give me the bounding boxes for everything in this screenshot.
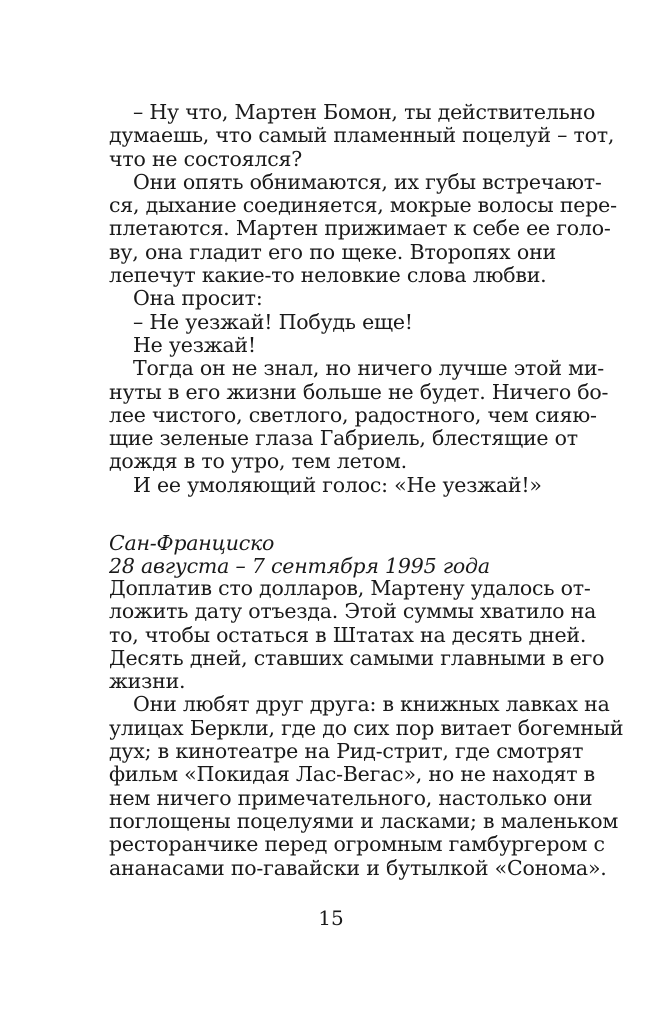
text-line: ложить дату отъезда. Этой суммы хватило на: [109, 599, 597, 624]
section-heading: [109, 532, 556, 579]
text-line: ресторанчике перед огромным гамбургером с: [109, 832, 605, 857]
text-line: – Ну что, Мартен Бомон, ты действительно: [133, 100, 596, 124]
text-line: Доплатив сто долларов, Мартену удалось от-: [109, 576, 591, 600]
text-line: Они любят друг друга: в книжных лавках на: [133, 692, 610, 717]
paragraph-block-san-francisco: [109, 576, 624, 880]
text-line: Тогда он не знал, но ничего лучше этой ми-: [133, 356, 605, 381]
text-line: улицах Беркли, где до сих пор витает богемный: [109, 715, 624, 740]
page-number: 15: [318, 906, 344, 930]
text-line: Они опять обнимаются, их губы встречают-: [133, 169, 602, 194]
text-line: ву, она гладит его по щеке. Второпях они: [109, 239, 556, 264]
text-line: фильм «Покидая Лас-Вегас», но не находят в: [109, 762, 596, 787]
text-line: Десять дней, ставших самыми главными в его: [109, 645, 605, 670]
text-line: щие зеленые глаза Габриель, блестящие от: [109, 426, 578, 451]
paragraph-block-dialogue: [109, 100, 617, 497]
text-line: Она просит:: [133, 286, 263, 311]
text-line: поглощены поцелуями и ласками; в маленьком: [109, 808, 619, 833]
heading-place: Сан-Франциско: [109, 531, 275, 555]
text-line: – Не уезжай! Побудь еще!: [133, 309, 413, 334]
text-line: думаешь, что самый пламенный поцелуй – тот,: [109, 123, 615, 148]
text-line: ся, дыхание соединяется, мокрые волосы пере-: [109, 193, 617, 218]
text-line: дождя в то утро, тем летом.: [109, 449, 407, 474]
text-line: лепечут какие-то неловкие слова любви.: [109, 263, 547, 288]
text-line: Не уезжай!: [133, 332, 256, 357]
text-line: то, чтобы остаться в Штатах на десять дней.: [109, 622, 587, 647]
text-line: жизни.: [109, 669, 186, 694]
text-line: ананасами по-гавайски и бутылкой «Сонома».: [109, 855, 607, 880]
text-line: нуты в его жизни больше не будет. Ничего бо-: [109, 379, 609, 404]
heading-dates: 28 августа – 7 сентября 1995 года: [109, 554, 490, 579]
text-line: плетаются. Мартен прижимает к себе ее голо-: [109, 216, 611, 241]
text-line: нем ничего примечательного, настолько они: [109, 785, 593, 810]
text-line: И ее умоляющий голос: «Не уезжай!»: [133, 472, 542, 497]
text-line: дух; в кинотеатре на Рид-стрит, где смотрят: [109, 739, 584, 764]
text-line: лее чистого, светлого, радостного, чем сияю-: [109, 402, 597, 427]
text-line: что не состоялся?: [109, 146, 303, 171]
